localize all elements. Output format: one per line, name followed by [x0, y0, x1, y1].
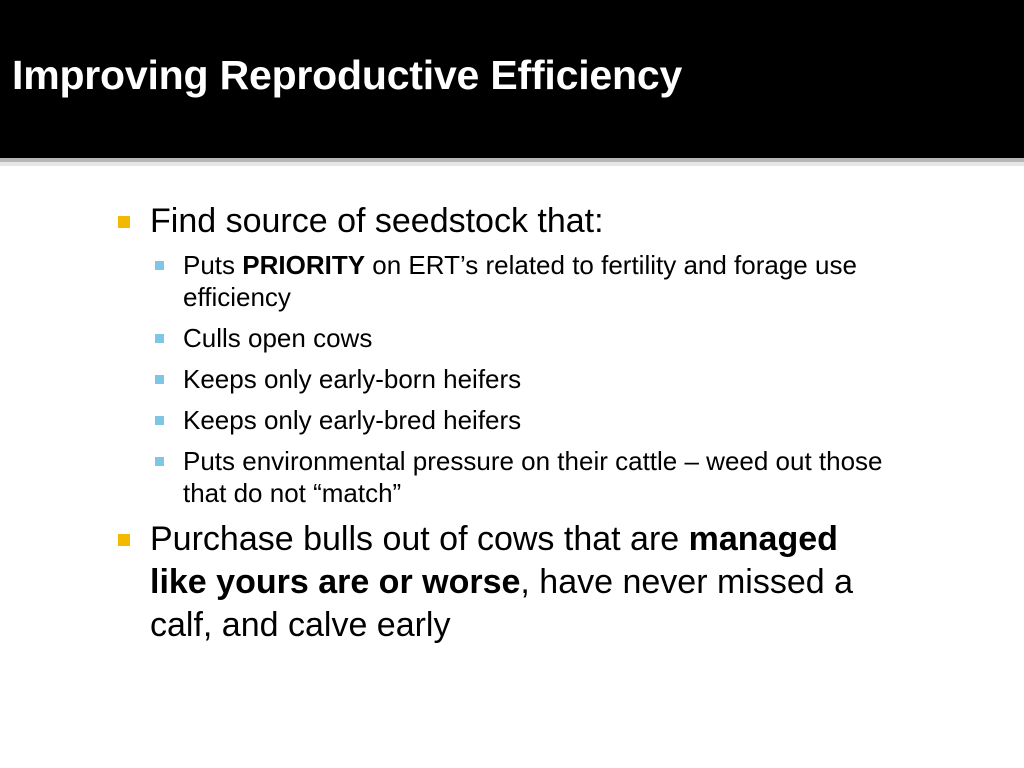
square-bullet-icon [155, 334, 164, 343]
sub-bullet-early-born-heifers [112, 363, 883, 395]
slide-content [112, 200, 892, 647]
square-bullet-icon [155, 457, 164, 466]
sub-bullet-list [112, 249, 892, 509]
bullet-purchase-bulls [112, 518, 892, 647]
square-bullet-icon [155, 416, 164, 425]
sub-bullet-text: Culls open cows [183, 323, 373, 353]
bullet-find-seedstock [112, 200, 892, 243]
bullet-text-end: , have never missed a calf, and calve early [150, 563, 854, 644]
sub-bullet-text-start: Puts [183, 250, 243, 280]
sub-bullet-environmental-pressure [112, 445, 883, 509]
square-bullet-icon [118, 534, 130, 546]
title-divider-light [0, 162, 1024, 166]
square-bullet-icon [155, 261, 164, 270]
bullet-text-start: Purchase bulls out of cows that are [150, 520, 689, 558]
managed-emphasis: managed like yours are or worse [150, 520, 838, 601]
sub-bullet-text: Keeps only early-bred heifers [183, 405, 522, 435]
sub-bullet-priority [112, 249, 883, 313]
slide-title: Improving Reproductive Efficiency [12, 52, 683, 98]
sub-bullet-text-end: on ERT’s related to fertility and forage use efficiency [183, 250, 857, 312]
bullet-text: Find source of seedstock that: [150, 202, 604, 240]
square-bullet-icon [118, 216, 130, 228]
square-bullet-icon [155, 375, 164, 384]
title-bar [0, 0, 1024, 158]
sub-bullet-early-bred-heifers [112, 404, 883, 436]
sub-bullet-text: Keeps only early-born heifers [183, 364, 522, 394]
sub-bullet-culls-open-cows [112, 322, 883, 354]
priority-emphasis: PRIORITY [242, 250, 366, 280]
sub-bullet-text: Puts environmental pressure on their cattle – weed out those that do not “match” [183, 446, 883, 508]
